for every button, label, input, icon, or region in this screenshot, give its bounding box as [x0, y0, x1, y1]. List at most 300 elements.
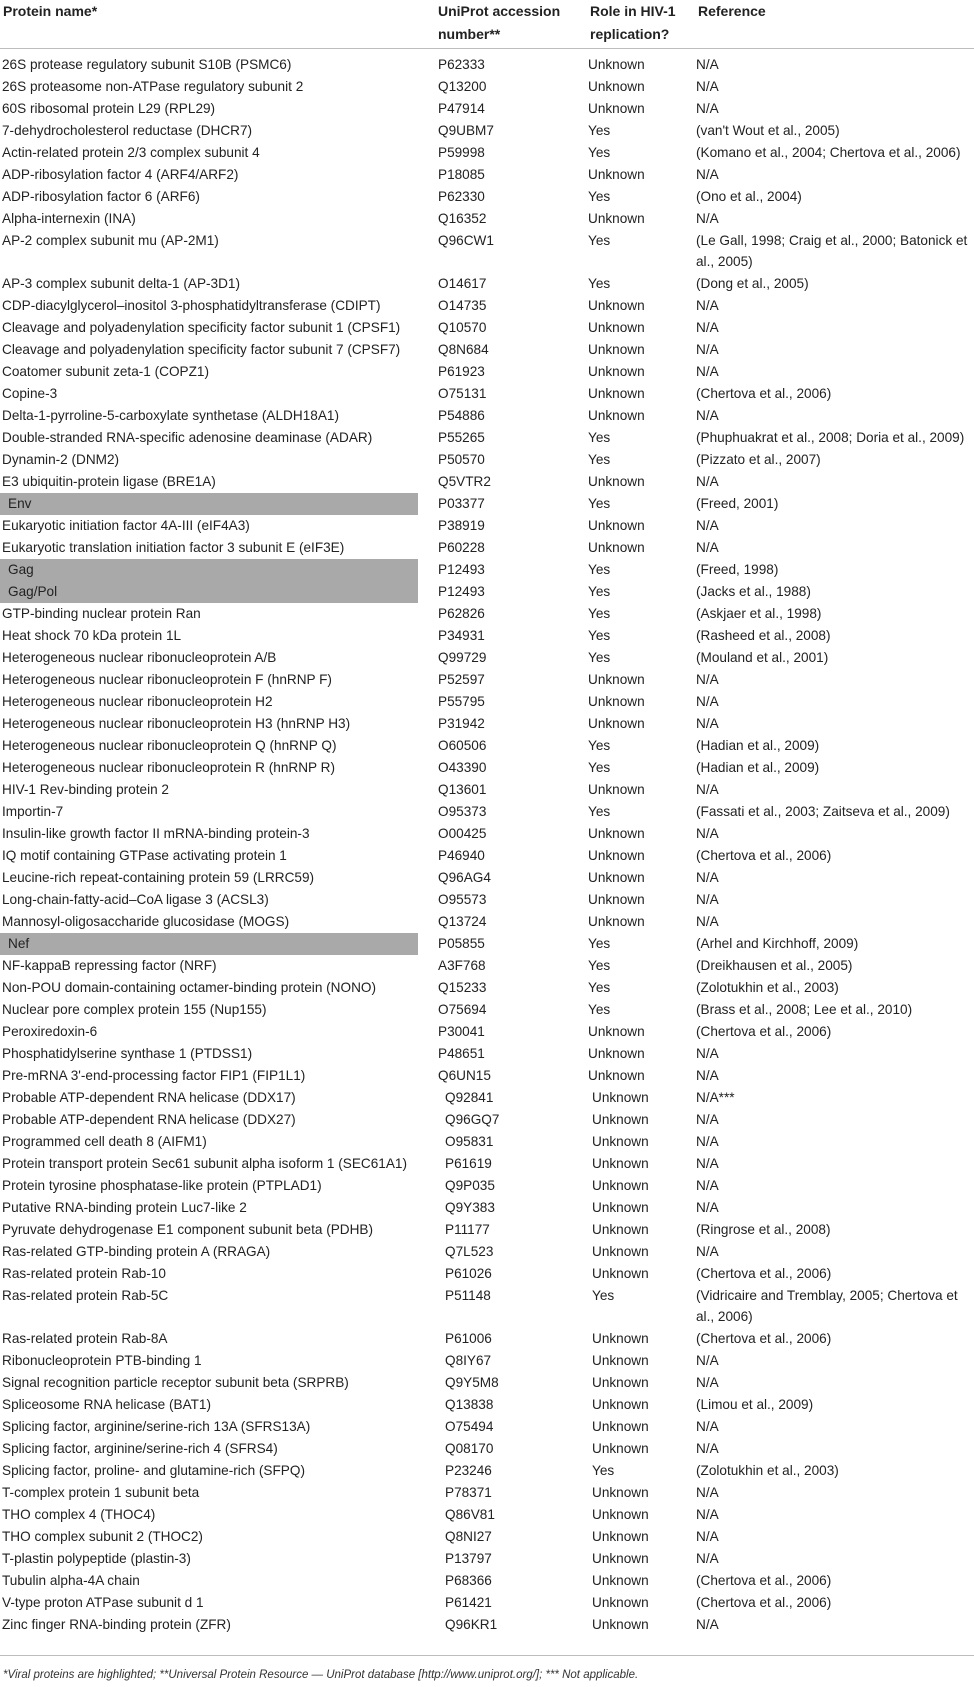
protein-name: Programmed cell death 8 (AIFM1): [2, 1133, 207, 1149]
reference: (Chertova et al., 2006): [696, 1594, 832, 1610]
uniprot-accession: P30041: [438, 1023, 485, 1039]
protein-name: THO complex subunit 2 (THOC2): [2, 1528, 203, 1544]
protein-name: Protein tyrosine phosphatase-like protein (PTPLAD1): [2, 1177, 322, 1193]
table-row: [0, 867, 974, 889]
hiv-role: Yes: [588, 649, 611, 665]
protein-name: Nuclear pore complex protein 155 (Nup155): [2, 1001, 267, 1017]
hiv-role: Unknown: [588, 341, 645, 357]
table-row: [0, 1614, 974, 1636]
hiv-role: Unknown: [592, 1221, 649, 1237]
protein-name-text: Gag/Pol: [0, 581, 418, 603]
hiv-role: Unknown: [588, 869, 645, 885]
table-row: [0, 1570, 974, 1592]
hiv-role: Unknown: [588, 1045, 645, 1061]
table-row: [0, 1285, 974, 1328]
reference: (Zolotukhin et al., 2003): [696, 1462, 839, 1478]
hiv-role: Unknown: [588, 297, 645, 313]
protein-name: Insulin-like growth factor II mRNA-binding protein-3: [2, 825, 310, 841]
protein-name-viral-highlight: [0, 581, 436, 603]
hiv-role: Yes: [588, 429, 611, 445]
table-row: [0, 48, 974, 76]
reference: (Le Gall, 1998; Craig et al., 2000; Batonick et al., 2005): [696, 232, 968, 269]
hiv-role: Unknown: [588, 825, 645, 841]
table-row: [0, 142, 974, 164]
hiv-role: Unknown: [588, 407, 645, 423]
reference: N/A: [696, 78, 719, 94]
reference: (Chertova et al., 2006): [696, 1265, 832, 1281]
hiv-role: Unknown: [588, 1023, 645, 1039]
protein-name: Probable ATP-dependent RNA helicase (DDX27): [2, 1111, 296, 1127]
hiv-role: Unknown: [588, 166, 645, 182]
table-row: [0, 669, 974, 691]
uniprot-accession: O60506: [438, 737, 487, 753]
hiv-role: Unknown: [592, 1374, 649, 1390]
column-header-role: Role in HIV-1 replication?: [588, 0, 696, 48]
reference: N/A: [696, 100, 719, 116]
table-row: [0, 449, 974, 471]
table-row: [0, 405, 974, 427]
hiv-role: Unknown: [592, 1352, 649, 1368]
table-row: [0, 1131, 974, 1153]
reference: N/A: [696, 891, 719, 907]
protein-name-text: Env: [0, 493, 418, 515]
uniprot-accession: P55265: [438, 429, 485, 445]
hiv-role: Unknown: [588, 671, 645, 687]
uniprot-accession: Q8NI27: [445, 1528, 492, 1544]
table-row: [0, 1109, 974, 1131]
protein-name: Heterogeneous nuclear ribonucleoprotein H2: [2, 693, 273, 709]
protein-name-text: Gag: [0, 559, 418, 581]
table-row: [0, 1175, 974, 1197]
reference: N/A: [696, 1067, 719, 1083]
table-row: [0, 273, 974, 295]
hiv-role: Unknown: [592, 1506, 649, 1522]
protein-name: Alpha-internexin (INA): [2, 210, 136, 226]
reference: N/A: [696, 1484, 719, 1500]
uniprot-accession: Q13601: [438, 781, 487, 797]
column-header-protein-name: Protein name*: [0, 0, 436, 48]
reference: N/A: [696, 297, 719, 313]
table-row: [0, 208, 974, 230]
protein-name: Peroxiredoxin-6: [2, 1023, 98, 1039]
protein-name: AP-2 complex subunit mu (AP-2M1): [2, 232, 219, 248]
table-row: [0, 647, 974, 669]
hiv-role: Unknown: [592, 1484, 649, 1500]
table-row: [0, 427, 974, 449]
protein-name: Coatomer subunit zeta-1 (COPZ1): [2, 363, 210, 379]
hiv-role: Unknown: [588, 319, 645, 335]
uniprot-accession: P23246: [445, 1462, 492, 1478]
uniprot-accession: O00425: [438, 825, 487, 841]
reference: N/A: [696, 1528, 719, 1544]
table-row: [0, 1526, 974, 1548]
protein-name: Heterogeneous nuclear ribonucleoprotein Q (hnRNP Q): [2, 737, 337, 753]
table-row: [0, 186, 974, 208]
hiv-role: Yes: [588, 232, 611, 248]
protein-name: Heat shock 70 kDa protein 1L: [2, 627, 182, 643]
uniprot-accession: Q86V81: [445, 1506, 495, 1522]
protein-name: Protein transport protein Sec61 subunit alpha isoform 1 (SEC61A1): [2, 1155, 408, 1171]
reference: (Zolotukhin et al., 2003): [696, 979, 839, 995]
uniprot-accession: P54886: [438, 407, 485, 423]
reference: (Komano et al., 2004; Chertova et al., 2006): [696, 144, 961, 160]
table-row: [0, 1438, 974, 1460]
reference: (Chertova et al., 2006): [696, 385, 832, 401]
uniprot-accession: Q9UBM7: [438, 122, 494, 138]
protein-name-viral-highlight: [0, 933, 436, 955]
table-row: [0, 1548, 974, 1570]
uniprot-accession: P61923: [438, 363, 485, 379]
reference: (Freed, 1998): [696, 561, 779, 577]
protein-name: Double-stranded RNA-specific adenosine deaminase (ADAR): [2, 429, 373, 445]
reference: N/A: [696, 913, 719, 929]
protein-name: Zinc finger RNA-binding protein (ZFR): [2, 1616, 231, 1632]
uniprot-accession: Q16352: [438, 210, 487, 226]
table-row: [0, 339, 974, 361]
protein-name: Ras-related GTP-binding protein A (RRAGA): [2, 1243, 271, 1259]
hiv-role: Unknown: [588, 56, 645, 72]
protein-name: Pre-mRNA 3'-end-processing factor FIP1 (FIP1L1): [2, 1067, 306, 1083]
table-row: [0, 471, 974, 493]
protein-name: 26S protease regulatory subunit S10B (PSMC6): [2, 56, 292, 72]
reference: (Hadian et al., 2009): [696, 737, 820, 753]
uniprot-accession: P48651: [438, 1045, 485, 1061]
protein-name: Ras-related protein Rab-5C: [2, 1287, 169, 1303]
table-row: [0, 98, 974, 120]
hiv-role: Unknown: [592, 1550, 649, 1566]
hiv-role: Yes: [588, 583, 611, 599]
protein-name: T-complex protein 1 subunit beta: [2, 1484, 200, 1500]
hiv-role: Yes: [588, 759, 611, 775]
table-row: [0, 713, 974, 735]
reference: N/A: [696, 1199, 719, 1215]
reference: N/A: [696, 210, 719, 226]
hiv-role: Yes: [592, 1287, 615, 1303]
hiv-role: Yes: [588, 935, 611, 951]
hiv-role: Yes: [588, 605, 611, 621]
uniprot-accession: Q6UN15: [438, 1067, 491, 1083]
protein-name: Eukaryotic translation initiation factor 3 subunit E (eIF3E): [2, 539, 345, 555]
reference: (Askjaer et al., 1998): [696, 605, 822, 621]
uniprot-accession: Q96AG4: [438, 869, 491, 885]
table-row: [0, 955, 974, 977]
protein-name-viral-highlight: [0, 559, 436, 581]
hiv-role: Unknown: [588, 781, 645, 797]
table-row: [0, 625, 974, 647]
reference: N/A: [696, 825, 719, 841]
uniprot-accession: Q96CW1: [438, 232, 494, 248]
hiv-role: Unknown: [592, 1177, 649, 1193]
reference: N/A: [696, 715, 719, 731]
table-row: [0, 361, 974, 383]
table-row: [0, 779, 974, 801]
table-row: [0, 1372, 974, 1394]
hiv-role: Unknown: [588, 517, 645, 533]
uniprot-accession: Q92841: [445, 1089, 494, 1105]
reference: (Phuphuakrat et al., 2008; Doria et al., 2009): [696, 429, 965, 445]
reference: (van't Wout et al., 2005): [696, 122, 840, 138]
table-row: [0, 889, 974, 911]
protein-name: ADP-ribosylation factor 4 (ARF4/ARF2): [2, 166, 239, 182]
protein-name: Probable ATP-dependent RNA helicase (DDX17): [2, 1089, 296, 1105]
uniprot-accession: Q10570: [438, 319, 487, 335]
reference: N/A: [696, 1177, 719, 1193]
protein-name: V-type proton ATPase subunit d 1: [2, 1594, 204, 1610]
protein-name: 7-dehydrocholesterol reductase (DHCR7): [2, 122, 253, 138]
protein-name: ADP-ribosylation factor 6 (ARF6): [2, 188, 200, 204]
reference: N/A: [696, 1418, 719, 1434]
uniprot-accession: O43390: [438, 759, 487, 775]
reference: N/A: [696, 1440, 719, 1456]
table-row: [0, 559, 974, 581]
hiv-role: Yes: [592, 1462, 615, 1478]
reference: N/A: [696, 319, 719, 335]
hiv-role: Yes: [588, 451, 611, 467]
reference: (Chertova et al., 2006): [696, 1572, 832, 1588]
hiv-role: Yes: [588, 561, 611, 577]
protein-name: Pyruvate dehydrogenase E1 component subunit beta (PDHB): [2, 1221, 374, 1237]
protein-name: Cleavage and polyadenylation specificity factor subunit 7 (CPSF7): [2, 341, 401, 357]
table-row: [0, 317, 974, 339]
uniprot-accession: P61619: [445, 1155, 492, 1171]
hiv-role: Unknown: [588, 100, 645, 116]
uniprot-accession: P38919: [438, 517, 485, 533]
reference: N/A: [696, 1506, 719, 1522]
uniprot-accession: Q9Y5M8: [445, 1374, 499, 1390]
hiv-role: Unknown: [588, 210, 645, 226]
reference: (Chertova et al., 2006): [696, 1023, 832, 1039]
uniprot-accession: Q13838: [445, 1396, 494, 1412]
uniprot-accession: P68366: [445, 1572, 492, 1588]
protein-name: T-plastin polypeptide (plastin-3): [2, 1550, 191, 1566]
reference: N/A: [696, 1374, 719, 1390]
uniprot-accession: P12493: [438, 583, 485, 599]
hiv-role: Unknown: [592, 1594, 649, 1610]
column-header-reference: Reference: [696, 0, 974, 48]
reference: (Jacks et al., 1988): [696, 583, 811, 599]
table-row: [0, 1241, 974, 1263]
protein-name: Long-chain-fatty-acid–CoA ligase 3 (ACSL3): [2, 891, 269, 907]
table-row: [0, 1350, 974, 1372]
protein-name: Cleavage and polyadenylation specificity factor subunit 1 (CPSF1): [2, 319, 401, 335]
table-row: [0, 1416, 974, 1438]
table-row: [0, 977, 974, 999]
hiv-role: Unknown: [588, 913, 645, 929]
table-row: [0, 1263, 974, 1285]
protein-name: Copine-3: [2, 385, 58, 401]
reference: N/A: [696, 869, 719, 885]
protein-name: 60S ribosomal protein L29 (RPL29): [2, 100, 216, 116]
uniprot-accession: Q9P035: [445, 1177, 495, 1193]
hiv-role: Unknown: [592, 1243, 649, 1259]
reference: N/A: [696, 1133, 719, 1149]
uniprot-accession: A3F768: [438, 957, 486, 973]
reference: N/A: [696, 1243, 719, 1259]
reference: N/A: [696, 539, 719, 555]
uniprot-accession: O75494: [445, 1418, 494, 1434]
uniprot-accession: Q5VTR2: [438, 473, 491, 489]
reference: N/A: [696, 473, 719, 489]
uniprot-accession: O75694: [438, 1001, 487, 1017]
uniprot-accession: Q7L523: [445, 1243, 494, 1259]
table-row: [0, 757, 974, 779]
uniprot-accession: O95831: [445, 1133, 494, 1149]
reference: (Vidricaire and Tremblay, 2005; Chertova et al., 2006): [696, 1287, 958, 1324]
protein-name: Delta-1-pyrroline-5-carboxylate synthetase (ALDH18A1): [2, 407, 339, 423]
reference: (Arhel and Kirchhoff, 2009): [696, 935, 859, 951]
uniprot-accession: P18085: [438, 166, 485, 182]
hiv-role: Unknown: [592, 1199, 649, 1215]
protein-name: 26S proteasome non-ATPase regulatory subunit 2: [2, 78, 304, 94]
hiv-role: Yes: [588, 979, 611, 995]
hiv-role: Unknown: [592, 1111, 649, 1127]
hiv-role: Yes: [588, 957, 611, 973]
reference: (Hadian et al., 2009): [696, 759, 820, 775]
protein-name: Ras-related protein Rab-8A: [2, 1330, 168, 1346]
uniprot-accession: P05855: [438, 935, 485, 951]
protein-name: NF-kappaB repressing factor (NRF): [2, 957, 217, 973]
reference: (Pizzato et al., 2007): [696, 451, 821, 467]
reference: N/A: [696, 517, 719, 533]
protein-name: E3 ubiquitin-protein ligase (BRE1A): [2, 473, 216, 489]
protein-name: Splicing factor, arginine/serine-rich 4 (SFRS4): [2, 1440, 278, 1456]
reference: (Dong et al., 2005): [696, 275, 809, 291]
table-row: [0, 1153, 974, 1175]
reference: (Ono et al., 2004): [696, 188, 802, 204]
hiv-role: Unknown: [588, 539, 645, 555]
reference: N/A: [696, 1045, 719, 1061]
uniprot-accession: O95373: [438, 803, 487, 819]
uniprot-accession: P60228: [438, 539, 485, 555]
table-row: [0, 735, 974, 757]
hiv-role: Yes: [588, 737, 611, 753]
protein-name: GTP-binding nuclear protein Ran: [2, 605, 201, 621]
hiv-role: Yes: [588, 803, 611, 819]
uniprot-accession: Q96GQ7: [445, 1111, 500, 1127]
uniprot-accession: P12493: [438, 561, 485, 577]
reference: N/A: [696, 341, 719, 357]
hiv-role: Unknown: [592, 1155, 649, 1171]
uniprot-accession: O14617: [438, 275, 487, 291]
hiv-role: Unknown: [592, 1440, 649, 1456]
reference: N/A: [696, 166, 719, 182]
protein-name-viral-highlight: [0, 493, 436, 515]
hiv-role: Unknown: [588, 847, 645, 863]
reference: N/A: [696, 1550, 719, 1566]
uniprot-accession: P62826: [438, 605, 485, 621]
hiv-role: Unknown: [592, 1418, 649, 1434]
uniprot-accession: P47914: [438, 100, 485, 116]
protein-name: AP-3 complex subunit delta-1 (AP-3D1): [2, 275, 240, 291]
hiv-role: Unknown: [588, 693, 645, 709]
hiv-role: Unknown: [588, 78, 645, 94]
uniprot-accession: Q13724: [438, 913, 487, 929]
hiv-role: Unknown: [588, 473, 645, 489]
hiv-role: Yes: [588, 144, 611, 160]
hiv-role: Unknown: [592, 1572, 649, 1588]
reference: (Chertova et al., 2006): [696, 1330, 832, 1346]
uniprot-accession: Q96KR1: [445, 1616, 498, 1632]
table-row: [0, 845, 974, 867]
uniprot-accession: P55795: [438, 693, 485, 709]
uniprot-accession: Q15233: [438, 979, 487, 995]
reference: (Dreikhausen et al., 2005): [696, 957, 853, 973]
protein-name: Ribonucleoprotein PTB-binding 1: [2, 1352, 202, 1368]
table-row: [0, 1394, 974, 1416]
protein-name: Putative RNA-binding protein Luc7-like 2: [2, 1199, 247, 1215]
uniprot-accession: P34931: [438, 627, 485, 643]
uniprot-accession: P61006: [445, 1330, 492, 1346]
table-row: [0, 164, 974, 186]
hiv-role: Unknown: [588, 363, 645, 379]
protein-name: Heterogeneous nuclear ribonucleoprotein F (hnRNP F): [2, 671, 332, 687]
hiv-role: Yes: [588, 627, 611, 643]
uniprot-accession: P52597: [438, 671, 485, 687]
table-row: [0, 823, 974, 845]
reference: N/A: [696, 1352, 719, 1368]
uniprot-accession: P59998: [438, 144, 485, 160]
protein-name: Phosphatidylserine synthase 1 (PTDSS1): [2, 1045, 253, 1061]
protein-name: Splicing factor, proline- and glutamine-rich (SFPQ): [2, 1462, 305, 1478]
table-row: [0, 1197, 974, 1219]
hiv-role: Yes: [588, 122, 611, 138]
table-row: [0, 691, 974, 713]
table-row: [0, 1460, 974, 1482]
uniprot-accession: P62333: [438, 56, 485, 72]
protein-name: Ras-related protein Rab-10: [2, 1265, 166, 1281]
uniprot-accession: P61026: [445, 1265, 492, 1281]
table-row: [0, 383, 974, 405]
protein-name: Non-POU domain-containing octamer-binding protein (NONO): [2, 979, 376, 995]
reference: (Rasheed et al., 2008): [696, 627, 831, 643]
uniprot-accession: P50570: [438, 451, 485, 467]
uniprot-accession: P78371: [445, 1484, 492, 1500]
table-row: [0, 1592, 974, 1614]
protein-name: Spliceosome RNA helicase (BAT1): [2, 1396, 212, 1412]
protein-name: Mannosyl-oligosaccharide glucosidase (MOGS): [2, 913, 290, 929]
reference: (Ringrose et al., 2008): [696, 1221, 831, 1237]
protein-name: Eukaryotic initiation factor 4A-III (eIF4A3): [2, 517, 250, 533]
uniprot-accession: P03377: [438, 495, 485, 511]
uniprot-accession: Q8IY67: [445, 1352, 492, 1368]
reference: (Fassati et al., 2003; Zaitseva et al., 2009): [696, 803, 950, 819]
reference: N/A: [696, 781, 719, 797]
hiv-role: Yes: [588, 188, 611, 204]
table-row: [0, 76, 974, 98]
table-row: [0, 1504, 974, 1526]
table-row: [0, 120, 974, 142]
uniprot-accession: P62330: [438, 188, 485, 204]
table-row: [0, 1065, 974, 1087]
hiv-role: Unknown: [592, 1528, 649, 1544]
uniprot-accession: O95573: [438, 891, 487, 907]
uniprot-accession: Q9Y383: [445, 1199, 495, 1215]
reference: (Brass et al., 2008; Lee et al., 2010): [696, 1001, 913, 1017]
hiv-role: Unknown: [592, 1265, 649, 1281]
protein-name: Dynamin-2 (DNM2): [2, 451, 120, 467]
table-row: [0, 603, 974, 625]
table-row: [0, 295, 974, 317]
uniprot-accession: P61421: [445, 1594, 492, 1610]
hiv-role: Unknown: [592, 1616, 649, 1632]
table-row: [0, 911, 974, 933]
hiv-role: Unknown: [588, 715, 645, 731]
protein-name: Heterogeneous nuclear ribonucleoprotein R (hnRNP R): [2, 759, 335, 775]
uniprot-accession: O14735: [438, 297, 487, 313]
reference: N/A: [696, 1111, 719, 1127]
uniprot-accession: Q13200: [438, 78, 487, 94]
table-row: [0, 1043, 974, 1065]
